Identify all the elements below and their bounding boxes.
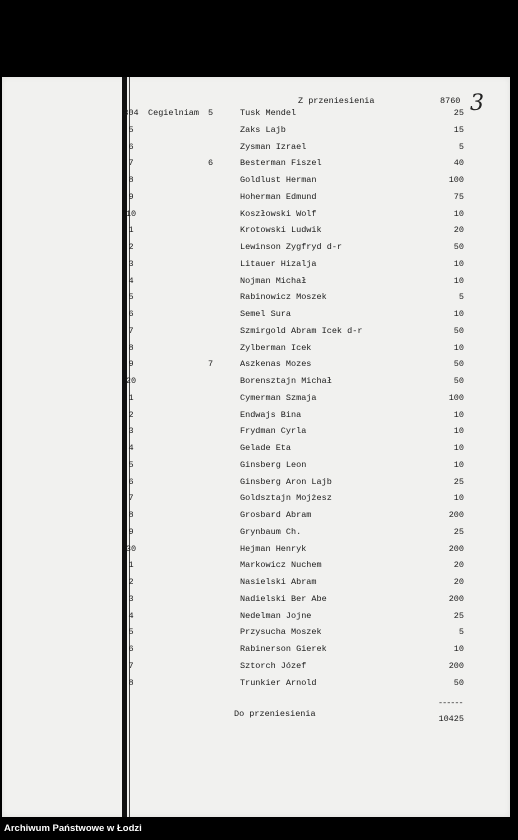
amount: 10	[453, 409, 464, 420]
ledger-row	[2, 627, 510, 643]
person-name: Nasielski Abram	[240, 577, 317, 587]
ledger-row	[2, 544, 510, 560]
person-name: Nedelman Jojne	[240, 610, 312, 621]
amount: 200	[448, 593, 464, 604]
amount: 50	[453, 359, 464, 370]
amount: 20	[453, 577, 464, 587]
ledger-row	[2, 410, 510, 426]
amount: 25	[453, 108, 464, 118]
entry-number: 2	[128, 242, 134, 252]
amount: 10	[453, 309, 464, 319]
ledger-row	[2, 393, 510, 409]
entry-number: 5	[128, 292, 134, 303]
person-name: Zylberman Icek	[240, 342, 312, 353]
ledger-row	[2, 611, 510, 627]
ledger-row	[2, 661, 510, 677]
street-name: Cegielniam	[148, 108, 200, 118]
amount: 200	[448, 543, 464, 554]
person-name: Grosbard Abram	[240, 510, 312, 520]
house-number: 6	[208, 158, 214, 169]
amount: 5	[458, 627, 464, 638]
amount: 50	[453, 242, 464, 252]
ledger-row	[2, 276, 510, 292]
entry-number: 3	[128, 258, 134, 269]
ledger-row	[2, 125, 510, 141]
person-name: Krotowski Ludwik	[240, 225, 322, 236]
person-name: Goldlust Herman	[240, 175, 317, 185]
person-name: Zaks Lajb	[240, 124, 286, 135]
ledger-row	[2, 426, 510, 442]
ledger-row	[2, 242, 510, 258]
ledger-row	[2, 225, 510, 241]
person-name: Hejman Henryk	[240, 543, 307, 554]
person-name: Ginsberg Leon	[240, 459, 307, 470]
amount: 5	[458, 141, 464, 152]
amount: 25	[453, 476, 464, 487]
entry-number: 7	[128, 660, 134, 671]
amount: 50	[453, 677, 464, 688]
ledger-row	[2, 158, 510, 174]
page-number-handwritten: 3	[470, 91, 484, 116]
amount: 50	[453, 325, 464, 336]
ledger-row	[2, 678, 510, 694]
person-name: Nojman Michał	[240, 275, 307, 286]
entry-number: 304	[123, 108, 139, 118]
person-name: Zysman Izrael	[240, 141, 307, 152]
person-name: Frydman Cyrla	[240, 426, 307, 437]
entry-number: 2	[128, 577, 134, 587]
person-name: Aszkenas Mozes	[240, 359, 312, 370]
entry-number: 1	[128, 392, 134, 403]
person-name: Hoherman Edmund	[240, 191, 317, 202]
entry-number: 6	[128, 644, 134, 654]
ledger-row	[2, 644, 510, 660]
amount: 10	[453, 426, 464, 437]
entry-number: 2	[128, 409, 134, 420]
ledger-row	[2, 309, 510, 325]
person-name: Rabinerson Gierek	[240, 644, 327, 654]
amount: 15	[453, 124, 464, 135]
person-name: Markowicz Nuchem	[240, 560, 322, 571]
entry-number: 8	[128, 342, 134, 353]
entry-number: 7	[128, 158, 134, 169]
ledger-row	[2, 376, 510, 392]
amount: 20	[453, 560, 464, 571]
entry-number: 6	[128, 141, 134, 152]
person-name: Litauer Hizalja	[240, 258, 317, 269]
entry-number: 1	[128, 560, 134, 571]
entry-number: 4	[128, 275, 134, 286]
amount: 40	[453, 158, 464, 169]
ledger-row	[2, 343, 510, 359]
entry-number: 9	[128, 526, 134, 537]
entry-number: 4	[128, 443, 134, 453]
entry-number: 7	[128, 493, 134, 504]
ledger-row	[2, 493, 510, 509]
amount: 200	[448, 510, 464, 520]
entry-number: 6	[128, 476, 134, 487]
amount: 10	[453, 275, 464, 286]
entry-number: 9	[128, 191, 134, 202]
ledger-row	[2, 560, 510, 576]
carry-in-value: 8760	[440, 96, 461, 106]
person-name: Besterman Fiszel	[240, 158, 322, 169]
person-name: Nadielski Ber Abe	[240, 593, 327, 604]
entry-number: 4	[128, 610, 134, 621]
person-name: Szmirgold Abram Icek d-r	[240, 325, 363, 336]
ledger-page	[2, 77, 510, 817]
amount: 100	[448, 392, 464, 403]
person-name: Endwajs Bina	[240, 409, 302, 420]
person-name: Tusk Mendel	[240, 108, 297, 118]
ledger-row	[2, 510, 510, 526]
person-name: Rabinowicz Moszek	[240, 292, 327, 303]
person-name: Grynbaum Ch.	[240, 526, 302, 537]
person-name: Cymerman Szmaja	[240, 392, 317, 403]
entry-number: 7	[128, 325, 134, 336]
carry-in-label: Z przeniesienia	[298, 96, 375, 106]
person-name: Sztorch Józef	[240, 660, 307, 671]
person-name: Koszłowski Wolf	[240, 208, 317, 219]
amount: 10	[453, 493, 464, 504]
amount: 10	[453, 443, 464, 453]
amount: 10	[453, 459, 464, 470]
ledger-row	[2, 326, 510, 342]
entry-number: 10	[125, 208, 137, 219]
person-name: Borensztajn Michał	[240, 376, 332, 386]
entry-number: 20	[125, 376, 137, 386]
entry-number: 8	[128, 175, 134, 185]
ledger-row	[2, 594, 510, 610]
ledger-row	[2, 477, 510, 493]
ledger-row	[2, 142, 510, 158]
person-name: Przysucha Moszek	[240, 627, 322, 638]
entry-number: 3	[128, 593, 134, 604]
amount: 200	[448, 660, 464, 671]
entry-number: 5	[128, 124, 134, 135]
house-number: 5	[208, 108, 214, 118]
ledger-row	[2, 292, 510, 308]
amount: 20	[453, 225, 464, 236]
amount: 25	[453, 610, 464, 621]
ledger-row	[2, 175, 510, 191]
entry-number: 3	[128, 426, 134, 437]
entry-number: 9	[128, 359, 134, 370]
amount: 100	[448, 175, 464, 185]
ledger-row	[2, 460, 510, 476]
amount: 10	[453, 208, 464, 219]
entry-number: 6	[128, 309, 134, 319]
ledger-row	[2, 443, 510, 459]
person-name: Goldsztajn Mojżesz	[240, 493, 332, 504]
amount: 10	[453, 342, 464, 353]
entry-number: 8	[128, 677, 134, 688]
ledger-row	[2, 192, 510, 208]
amount: 10	[453, 258, 464, 269]
ledger-row	[2, 259, 510, 275]
amount: 5	[458, 292, 464, 303]
amount: 10	[453, 644, 464, 654]
entry-number: 5	[128, 459, 134, 470]
archive-label: Archiwum Państwowe w Łodzi	[4, 823, 142, 834]
entry-number: 30	[125, 543, 137, 554]
total-underline: ------	[438, 698, 463, 708]
ledger-row	[2, 577, 510, 593]
entry-number: 1	[128, 225, 134, 236]
person-name: Trunkier Arnold	[240, 677, 317, 688]
person-name: Semel Sura	[240, 309, 292, 319]
ledger-row	[2, 359, 510, 375]
entry-number: 8	[128, 510, 134, 520]
ledger-row	[2, 209, 510, 225]
entry-number: 5	[128, 627, 134, 638]
person-name: Lewinson Zygfryd d-r	[240, 242, 343, 252]
person-name: Gelade Eta	[240, 443, 292, 453]
carry-out-value: 10425	[438, 714, 464, 724]
person-name: Ginsberg Aron Lajb	[240, 476, 332, 487]
ledger-row	[2, 527, 510, 543]
house-number: 7	[208, 359, 214, 370]
amount: 25	[453, 526, 464, 537]
amount: 50	[453, 376, 464, 386]
ledger-row	[2, 108, 510, 124]
amount: 75	[453, 191, 464, 202]
carry-out-label: Do przeniesienia	[234, 709, 316, 719]
